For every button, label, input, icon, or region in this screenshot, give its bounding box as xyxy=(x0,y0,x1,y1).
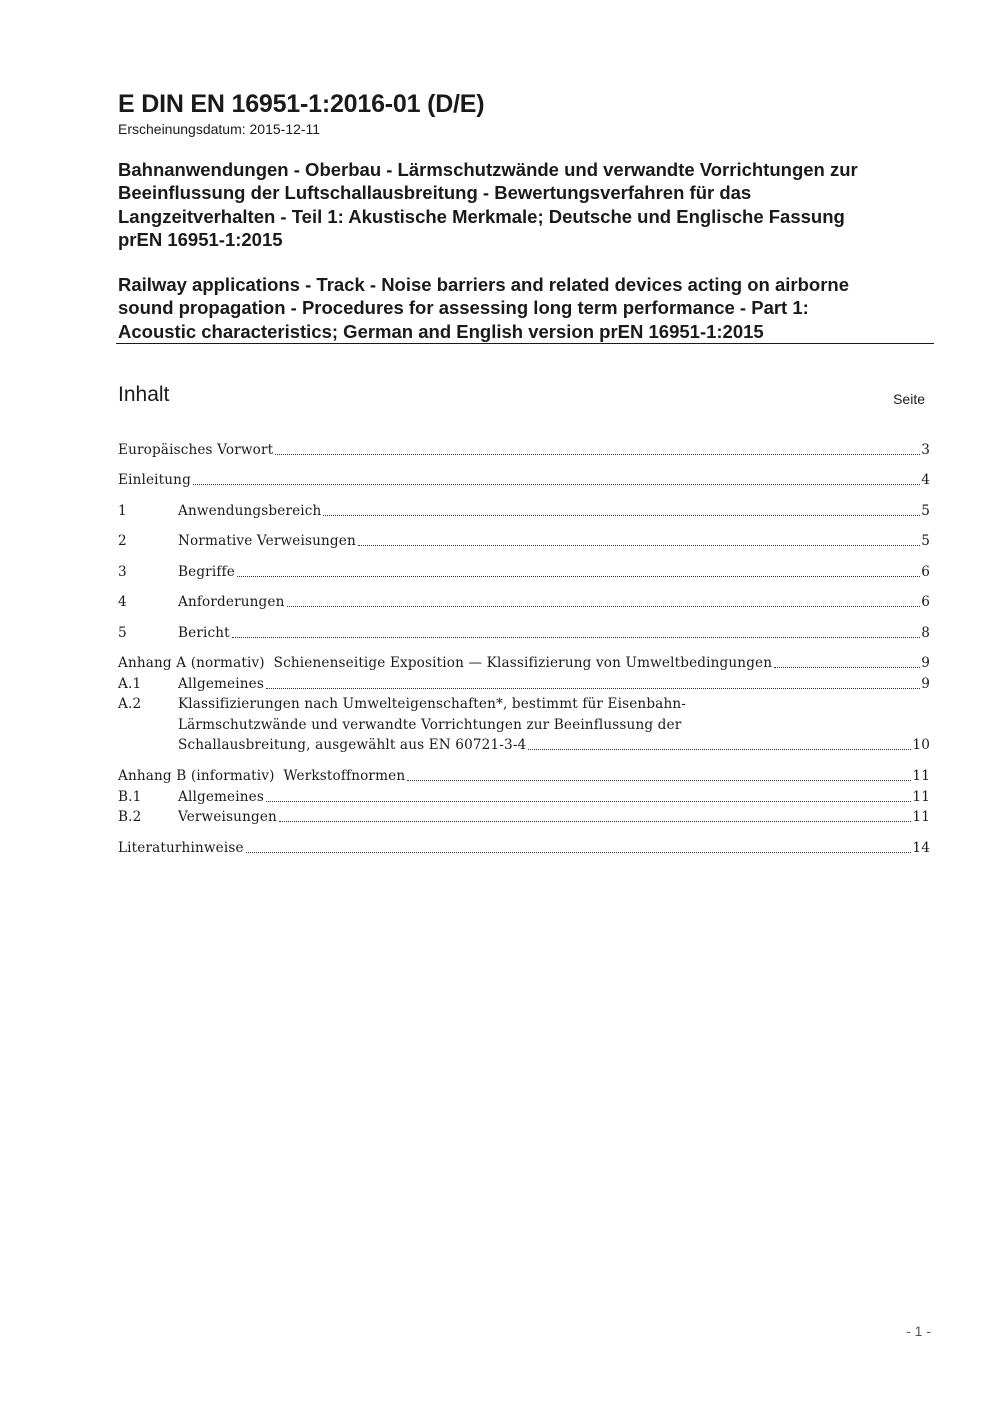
toc-entry-number: A.1 xyxy=(118,676,142,692)
german-title xyxy=(118,158,938,251)
toc-entry-number: 2 xyxy=(118,533,127,549)
dot-leader xyxy=(528,749,911,750)
toc-entry-einleitung[interactable] xyxy=(118,470,930,490)
dot-leader xyxy=(246,852,912,853)
toc-entry-page: 11 xyxy=(912,809,930,825)
toc-entry-a2-klassifizierungen[interactable] xyxy=(118,694,930,714)
toc-entry-anhang-a[interactable] xyxy=(118,653,930,673)
toc-entry-page: 4 xyxy=(921,472,930,488)
toc-entry-text: Europäisches Vorwort xyxy=(118,442,274,458)
dot-leader xyxy=(275,454,920,455)
toc-entry-page: 14 xyxy=(912,840,930,856)
toc-entry-page: 5 xyxy=(921,533,930,549)
toc-entry-text: Anwendungsbereich xyxy=(178,503,322,519)
german-title-line: prEN 16951-1:2015 xyxy=(118,228,283,250)
toc-entry-europaeisches-vorwort[interactable] xyxy=(118,440,930,460)
english-title-line: Railway applications - Track - Noise barriers and related devices acting on airborne xyxy=(118,274,850,295)
toc-entry-text: Anforderungen xyxy=(178,594,285,610)
english-title xyxy=(118,273,938,343)
dot-leader xyxy=(193,484,920,485)
toc-entry-page: 6 xyxy=(921,564,930,580)
dot-leader xyxy=(323,515,920,516)
toc-entry-text: Normative Verweisungen xyxy=(178,533,356,549)
document-id: E DIN EN 16951-1:2016-01 (D/E) xyxy=(118,90,485,118)
toc-entry-text: Anhang A (normativ) Schienenseitige Exposition — Klassifizierung von Umweltbedingungen xyxy=(118,655,773,671)
dot-leader xyxy=(287,606,921,607)
dot-leader xyxy=(279,821,911,822)
toc-entry-bericht[interactable] xyxy=(118,623,930,643)
toc-entry-page: 9 xyxy=(921,676,930,692)
german-title-line: Langzeitverhalten - Teil 1: Akustische Merkmale; Deutsche und Englische Fassung xyxy=(118,205,845,227)
toc-entry-text: Bericht xyxy=(178,625,230,641)
dot-leader xyxy=(358,545,920,546)
toc-entry-number: B.2 xyxy=(118,809,142,825)
toc-entry-text: Schallausbreitung, ausgewählt aus EN 60721-3-4 xyxy=(178,737,527,753)
toc-entry-page: 3 xyxy=(921,442,930,458)
toc-entry-text: Einleitung xyxy=(118,472,191,488)
toc-entry-page: 6 xyxy=(921,594,930,610)
toc-entry-a1-allgemeines[interactable] xyxy=(118,674,930,694)
toc-entry-text: Allgemeines xyxy=(178,676,264,692)
toc-entry-page: 11 xyxy=(912,768,930,784)
toc-entry-b2-verweisungen[interactable] xyxy=(118,807,930,827)
toc-entry-text: Klassifizierungen nach Umwelteigenschaften*, bestimmt für Eisenbahn- xyxy=(178,696,686,712)
toc-entry-page: 10 xyxy=(912,737,930,753)
toc-entry-text: Anhang B (informativ) Werkstoffnormen xyxy=(118,768,406,784)
german-title-line: Beeinflussung der Luftschallausbreitung - Bewertungsverfahren für das xyxy=(118,182,752,204)
page-number: - 1 - xyxy=(906,1323,931,1339)
toc-entry-page: 11 xyxy=(912,789,930,805)
toc-entry-number: 5 xyxy=(118,625,127,641)
toc-entry-number: A.2 xyxy=(118,696,142,712)
dot-leader xyxy=(774,667,920,668)
english-title-line: sound propagation - Procedures for assessing long term performance - Part 1: xyxy=(118,297,809,319)
toc-entry-anforderungen[interactable] xyxy=(118,592,930,612)
toc-entry-text: Allgemeines xyxy=(178,789,264,805)
toc-entry-anwendungsbereich[interactable] xyxy=(118,501,930,521)
toc-entry-number: 3 xyxy=(118,564,127,580)
toc-entry-page: 9 xyxy=(921,655,930,671)
dot-leader xyxy=(232,637,920,638)
toc-entry-continuation: Lärmschutzwände und verwandte Vorrichtungen zur Beeinflussung der xyxy=(178,717,682,733)
publication-date: Erscheinungsdatum: 2015-12-11 xyxy=(118,121,321,137)
toc-entry-number: 4 xyxy=(118,594,127,610)
toc-entry-begriffe[interactable] xyxy=(118,562,930,582)
dot-leader xyxy=(407,780,911,781)
toc-entry-a2-last-line[interactable] xyxy=(178,735,930,755)
dot-leader xyxy=(266,801,911,802)
toc-entry-number: 1 xyxy=(118,503,127,519)
toc-entry-anhang-b[interactable] xyxy=(118,766,930,786)
dot-leader xyxy=(266,688,920,689)
toc-entry-number: B.1 xyxy=(118,789,142,805)
toc-entry-text: Literaturhinweise xyxy=(118,840,244,856)
toc-entry-text: Verweisungen xyxy=(178,809,277,825)
toc-heading: Inhalt xyxy=(118,383,170,406)
toc-entry-b1-allgemeines[interactable] xyxy=(118,787,930,807)
toc-entry-page: 5 xyxy=(921,503,930,519)
toc-entry-literaturhinweise[interactable] xyxy=(118,838,930,858)
title-divider xyxy=(116,343,934,344)
german-title-line: Bahnanwendungen - Oberbau - Lärmschutzwände und verwandte Vorrichtungen zur xyxy=(118,159,858,180)
toc-entry-page: 8 xyxy=(921,625,930,641)
english-title-line: Acoustic characteristics; German and English version prEN 16951-1:2015 xyxy=(118,320,764,342)
toc-page-column-label: Seite xyxy=(893,391,925,407)
toc-entry-normative-verweisungen[interactable] xyxy=(118,531,930,551)
toc-entry-text: Begriffe xyxy=(178,564,235,580)
dot-leader xyxy=(237,576,920,577)
